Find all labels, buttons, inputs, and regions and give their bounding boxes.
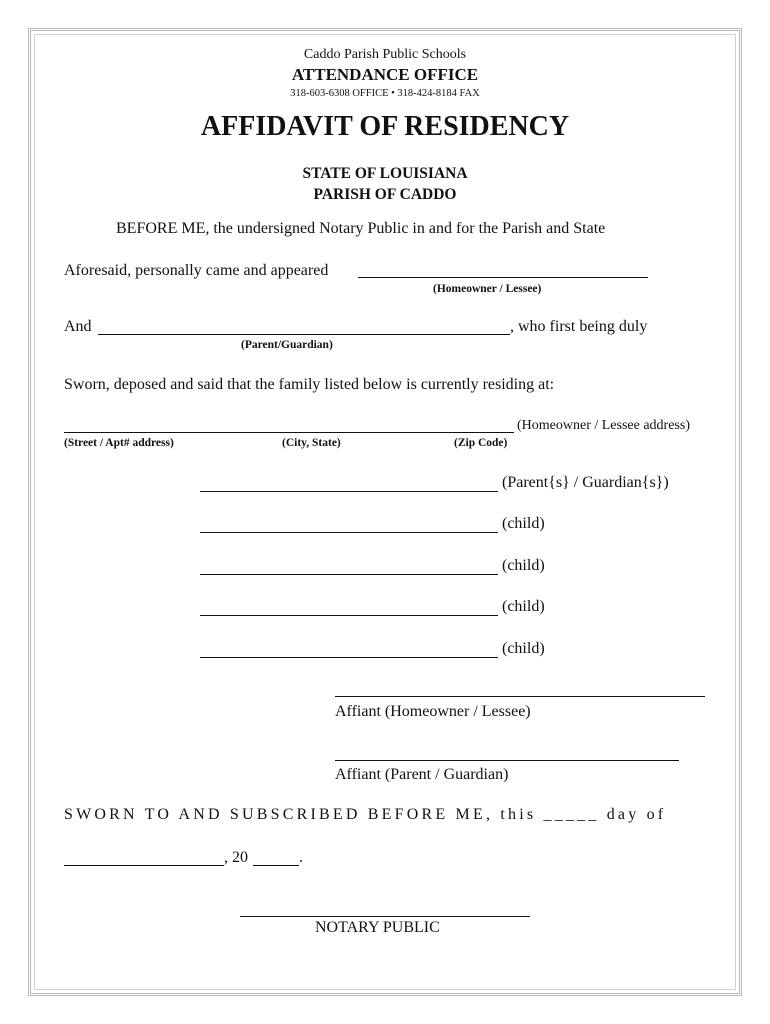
sworn-to-text [64, 806, 666, 824]
district-name: Caddo Parish Public Schools [303, 47, 467, 62]
street-caption: (Street / Apt# address) [64, 437, 174, 449]
day-blank[interactable]: _____ [543, 806, 600, 823]
affiant-homeowner-label: Affiant (Homeowner / Lessee) [335, 703, 531, 720]
office-phones: 318-603-6308 OFFICE • 318-424-8184 FAX [290, 88, 480, 99]
and-suffix: , who first being duly [510, 318, 648, 335]
address-suffix: (Homeowner / Lessee address) [517, 418, 690, 433]
notary-signature[interactable] [240, 900, 530, 917]
parish-heading: PARISH OF CADDO [313, 186, 457, 203]
affiant-parent-signature[interactable] [335, 744, 679, 761]
parent-caption: (Parent/Guardian) [241, 339, 333, 351]
date-month-field[interactable] [64, 849, 224, 866]
address-field[interactable] [64, 418, 514, 433]
child-field-4[interactable] [200, 641, 498, 658]
date-period: . [299, 849, 303, 866]
child-field-3[interactable] [200, 599, 498, 616]
state-heading: STATE OF LOUISIANA [302, 165, 468, 182]
homeowner-caption: (Homeowner / Lessee) [433, 283, 542, 295]
affiant-parent-label: Affiant (Parent / Guardian) [335, 766, 509, 783]
sworn-text: Sworn, deposed and said that the family listed below is currently residing at: [64, 376, 555, 393]
affiant-homeowner-signature[interactable] [335, 680, 705, 697]
date-year-field[interactable] [253, 849, 299, 866]
zip-caption: (Zip Code) [454, 437, 508, 449]
parent-guardian-label: (Parent{s} / Guardian{s}) [502, 474, 669, 491]
city-caption: (City, State) [282, 437, 341, 449]
homeowner-name-field[interactable] [358, 260, 648, 278]
and-text: And [64, 318, 92, 335]
child-label-2: (child) [502, 557, 545, 574]
office-name: ATTENDANCE OFFICE [291, 65, 479, 84]
intro-text: BEFORE ME, the undersigned Notary Public in and for the Parish and State [116, 220, 606, 237]
parent-name-field[interactable] [98, 318, 510, 335]
aforesaid-text: Aforesaid, personally came and appeared [64, 262, 329, 279]
child-label-4: (child) [502, 640, 545, 657]
document-title: AFFIDAVIT OF RESIDENCY [200, 111, 570, 142]
child-label-3: (child) [502, 598, 545, 615]
parent-guardian-field[interactable] [200, 475, 498, 492]
child-field-2[interactable] [200, 558, 498, 575]
notary-label: NOTARY PUBLIC [315, 919, 440, 936]
child-label-1: (child) [502, 515, 545, 532]
date-year-prefix: , 20 [224, 849, 248, 866]
day-of-text: day of [606, 806, 667, 823]
child-field-1[interactable] [200, 516, 498, 533]
sworn-to-statement: SWORN TO AND SUBSCRIBED BEFORE ME, this [64, 806, 537, 823]
